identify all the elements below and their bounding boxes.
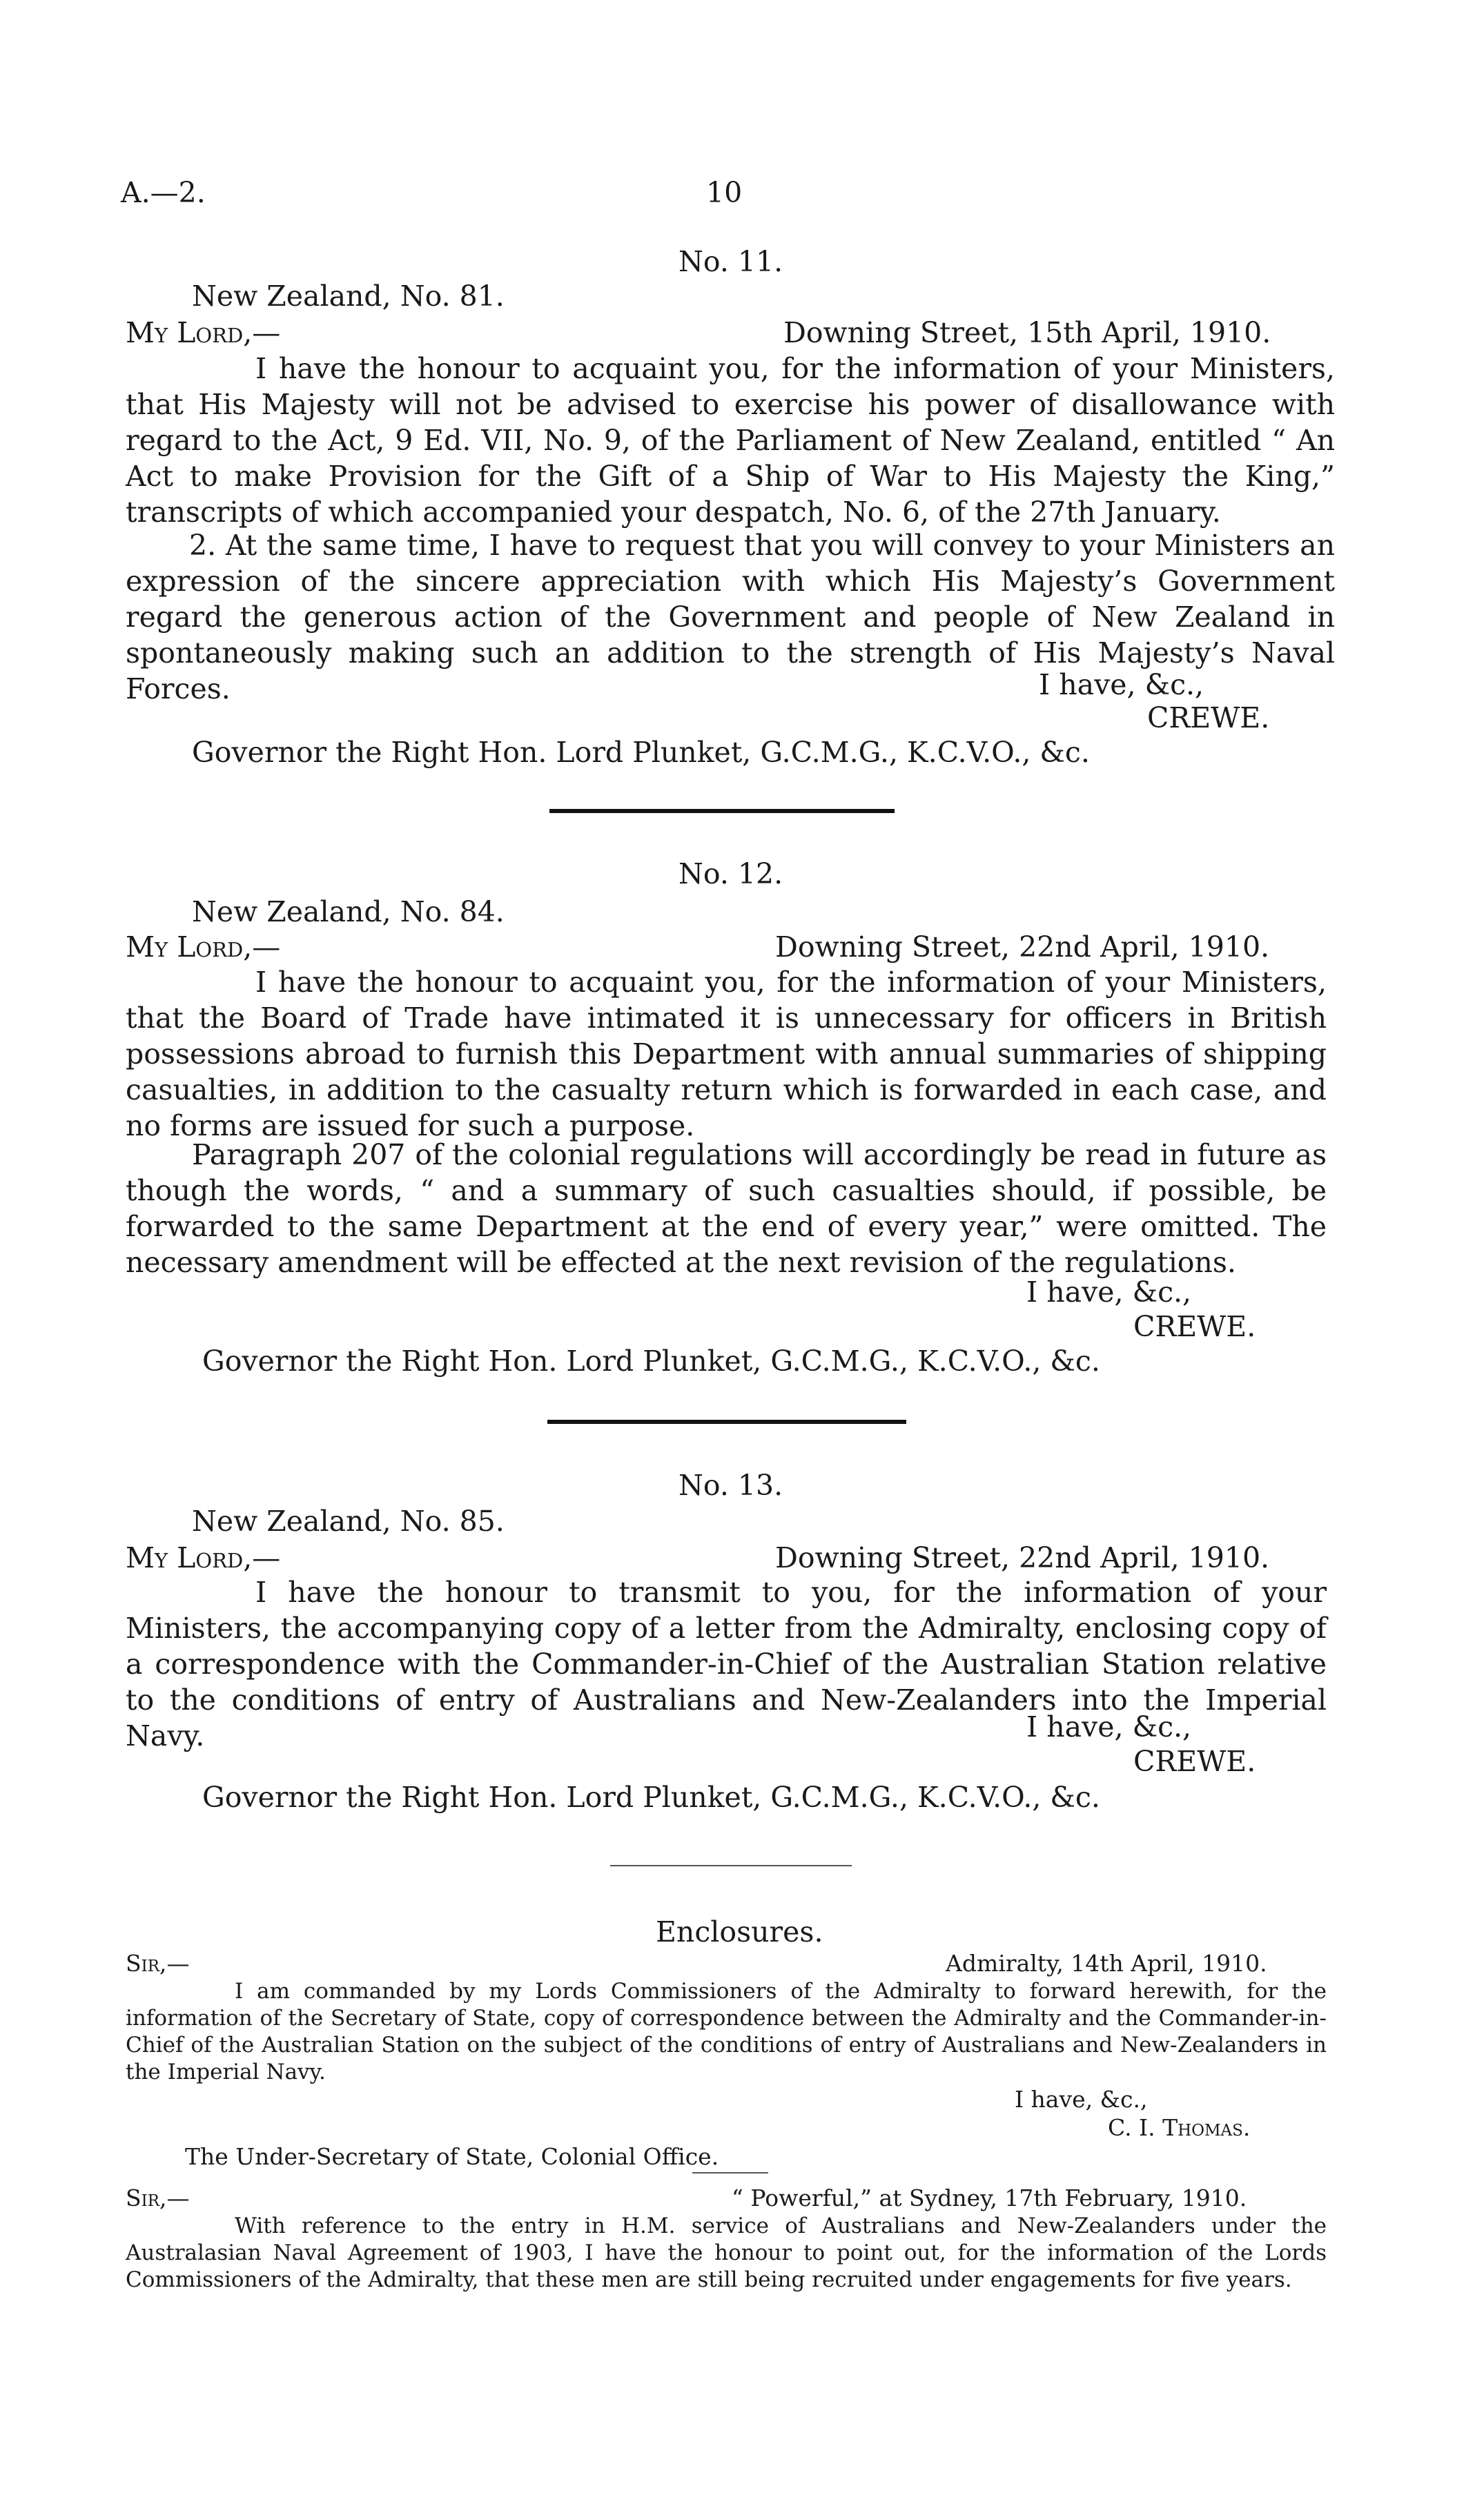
enclosure-divider: [692, 2172, 768, 2173]
letter-signature: CREWE.: [1133, 1745, 1256, 1778]
enclosure-paragraph: I am commanded by my Lords Commissioners of the Admiralty to forward herewith, for the information of the Secretary of State, copy of correspondence between the Admiralty and the Commander-in-Chief of the Australian Station on the subject of the conditions of entry of Australians and New-Zealanders in the Imperial Navy.: [126, 1979, 1327, 2084]
section-divider: [549, 809, 895, 813]
enclosure-addressee: The Under-Secretary of State, Colonial Office.: [185, 2143, 719, 2170]
page-ref: A.—2.: [121, 176, 206, 209]
letter-addressee: Governor the Right Hon. Lord Plunket, G.C.M.G., K.C.V.O., &c.: [202, 1781, 1100, 1814]
letter-signature: CREWE.: [1133, 1310, 1256, 1343]
enclosure-signature: C. I. Thomas.: [1108, 2114, 1251, 2141]
letter-address: Downing Street, 22nd April, 1910.: [775, 930, 1270, 964]
salutation: Sir,—: [126, 2185, 190, 2211]
letter-closing: I have, &c.,: [1026, 1710, 1192, 1743]
enclosure-address: Admiralty, 14th April, 1910.: [946, 1950, 1267, 1977]
letter-number: No. 12.: [678, 857, 783, 890]
letter-address: Downing Street, 15th April, 1910.: [783, 316, 1271, 349]
letter-paragraph: 2. At the same time, I have to request that you will convey to your Ministers an expression of the sincere appreciation with which His Majesty’s Government regard the generous action of the Government and people of New Zealand in spontaneously making such an addition to the strength of His Majesty’s Naval Forces.: [126, 529, 1335, 705]
section-divider: [610, 1865, 852, 1866]
letter-signature: CREWE.: [1147, 701, 1270, 734]
letter-addressee: Governor the Right Hon. Lord Plunket, G.C.M.G., K.C.V.O., &c.: [202, 1345, 1100, 1378]
section-divider: [547, 1420, 906, 1424]
letter-ref: New Zealand, No. 81.: [192, 280, 505, 313]
salutation: My Lord,—: [126, 1541, 281, 1574]
enclosure-closing: I have, &c.,: [1015, 2086, 1148, 2113]
letter-closing: I have, &c.,: [1039, 668, 1204, 701]
letter-number: No. 11.: [678, 245, 783, 278]
enclosure-paragraph: With reference to the entry in H.M. service of Australians and New-Zealanders under the Australasian Naval Agreement of 1903, I have the honour to point out, for the information of the Lords Commissioners of the Admiralty, that these men are still being recruited under engagements for five years.: [126, 2214, 1327, 2292]
enclosures-heading: Enclosures.: [656, 1915, 823, 1948]
letter-ref: New Zealand, No. 85.: [192, 1505, 505, 1538]
letter-ref: New Zealand, No. 84.: [192, 895, 505, 928]
letter-paragraph: I have the honour to transmit to you, for the information of your Ministers, the accompanying copy of a letter from the Admiralty, enclosing copy of a correspondence with the Commander-in-Chief of the Australian Station relative to the conditions of entry of Australians and New-Zealanders into the Imperial Navy.: [126, 1576, 1327, 1752]
letter-number: No. 13.: [678, 1469, 783, 1502]
page-number: 10: [706, 176, 743, 209]
letter-paragraph: I have the honour to acquaint you, for the information of your Ministers, that the Board of Trade have intimated it is unnecessary for officers in British possessions abroad to furnish this Department with annual summaries of shipping casualties, in addition to the casualty return which is forwarded in each case, and no forms are issued for such a purpose.: [126, 966, 1327, 1142]
salutation: My Lord,—: [126, 316, 281, 349]
letter-address: Downing Street, 22nd April, 1910.: [775, 1541, 1270, 1574]
letter-addressee: Governor the Right Hon. Lord Plunket, G.C.M.G., K.C.V.O., &c.: [192, 736, 1090, 769]
letter-paragraph: Paragraph 207 of the colonial regulations will accordingly be read in future as though the words, “ and a summary of such casualties should, if possible, be forwarded to the same Department at the end of every year,” were omitted. The necessary amendment will be effected at the next revision of the regulations.: [126, 1138, 1327, 1279]
salutation: My Lord,—: [126, 930, 281, 964]
letter-paragraph: I have the honour to acquaint you, for the information of your Ministers, that His Majesty will not be advised to exercise his power of disallowance with regard to the Act, 9 Ed. VII, No. 9, of the Parliament of New Zealand, entitled “ An Act to make Provision for the Gift of a Ship of War to His Majesty the King,” transcripts of which accompanied your despatch, No. 6, of the 27th January.: [126, 352, 1335, 529]
salutation: Sir,—: [126, 1950, 190, 1977]
letter-closing: I have, &c.,: [1026, 1276, 1192, 1309]
enclosure-address: “ Powerful,” at Sydney, 17th February, 1910.: [732, 2185, 1247, 2211]
